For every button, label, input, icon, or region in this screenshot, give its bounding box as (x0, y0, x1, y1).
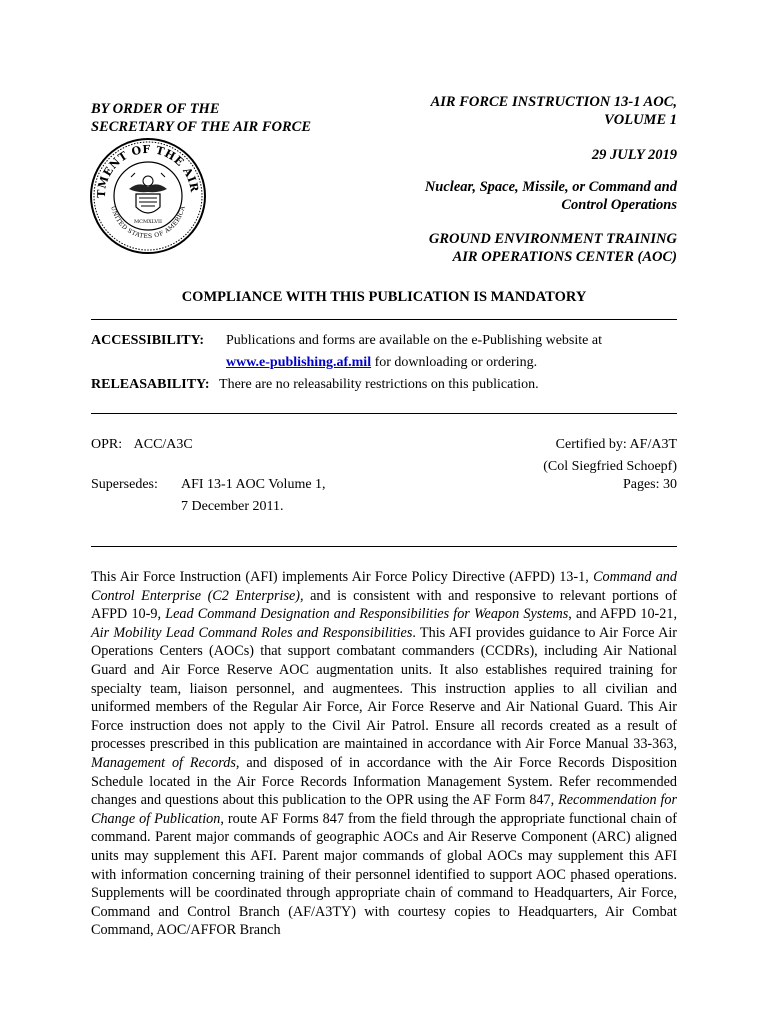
certified-block (543, 434, 677, 478)
seal-top-text: TMENT OF THE AIR (94, 142, 201, 199)
body-paragraph: This Air Force Instruction (AFI) implements Air Force Policy Directive (AFPD) 13-1, Command and Control Enterprise (C2 Enterprise), and is consistent with and responsive to relevant portions of AFPD 10-9, Lead Command Designation and Responsibilities for Weapon Systems, and AFPD 10-21, Air Mobility Lead Command Roles and Responsibilities. This AFI provides guidance to Air Force Air Operations Centers (AOCs) that support combatant commanders (CCDRs), including Air National Guard and Air Force Reserve AOC augmentation units. It also establishes required training for specialty team, liaison personnel, and augmentees. This instruction applies to all civilian and uniformed members of the Regular Air Force, Air Force Reserve and Air National Guard. This Air Force instruction does not apply to the Civil Air Patrol. Ensure all records created as a result of processes prescribed in this publication are maintained in accordance with Air Force Manual 33-363, Management of Records, and disposed of in accordance with the Air Force Records Disposition Schedule located in the Air Force Records Information Management System. Refer recommended changes and questions about this publication to the OPR using the AF Form 847, Recommendation for Change of Publication, route AF Forms 847 from the field through the appropriate functional chain of command. Parent major commands of geographic AOCs and Air Reserve Component (ARC) aligned units may supplement this AFI. Parent major commands of global AOCs may supplement this AFI with information concerning training of their personnel identified to support AOC phased operations. Supplements will be coordinated through appropriate chain of command to Headquarters, Air Force, Command and Control Branch (AF/A3TY) with courtesy copies to Headquarters, Air Combat Command, AOC/AFFOR Branch (91, 569, 678, 939)
divider (91, 546, 677, 547)
certified-by: Certified by: AF/A3T (555, 437, 677, 452)
opr-value: ACC/A3C (133, 437, 193, 452)
divider (91, 319, 677, 320)
accessibility-label: ACCESSIBILITY: (91, 333, 205, 348)
supersedes-value: AFI 13-1 AOC Volume 1, 7 December 2011. (181, 477, 326, 514)
certified-name: (Col Siegfried Schoepf) (543, 459, 677, 474)
air-force-seal (89, 137, 207, 255)
supersedes-label: Supersedes: (91, 477, 158, 492)
e-publishing-link[interactable]: www.e-publishing.af.mil (226, 355, 372, 370)
pages-count: Pages: 30 (622, 477, 677, 492)
compliance-statement: COMPLIANCE WITH THIS PUBLICATION IS MANDATORY (181, 289, 587, 305)
seal-bottom-text: UNITED STATES OF AMERICA (109, 205, 187, 241)
order-block (91, 100, 311, 136)
releasability-row (91, 374, 539, 396)
category-line-1: Nuclear, Space, Missile, or Command and (424, 179, 677, 195)
instruction-number (431, 93, 677, 129)
releasability-text: There are no releasability restrictions on this publication. (219, 377, 539, 392)
instruction-line-2: VOLUME 1 (604, 112, 677, 128)
order-line-2: SECRETARY OF THE AIR FORCE (91, 119, 311, 135)
seal-year: MCMXLVII (134, 219, 162, 225)
opr-label: OPR: (91, 437, 123, 452)
instruction-line-1: AIR FORCE INSTRUCTION 13-1 AOC, (430, 94, 677, 110)
category-line-2: Control Operations (561, 197, 677, 213)
title-line-2: AIR OPERATIONS CENTER (AOC) (452, 249, 677, 265)
seal-icon (89, 137, 207, 255)
category (425, 178, 677, 214)
title-line-1: GROUND ENVIRONMENT TRAINING (428, 231, 677, 247)
opr-row (91, 434, 193, 456)
divider (91, 413, 677, 414)
order-line-1: BY ORDER OF THE (91, 101, 220, 117)
document-title (429, 230, 677, 266)
releasability-label: RELEASABILITY: (91, 377, 210, 392)
accessibility-text: Publications and forms are available on the e-Publishing website at www.e-publishing.af.mil for downloading or ordering. (226, 333, 602, 370)
publication-date: 29 JULY 2019 (591, 147, 677, 163)
